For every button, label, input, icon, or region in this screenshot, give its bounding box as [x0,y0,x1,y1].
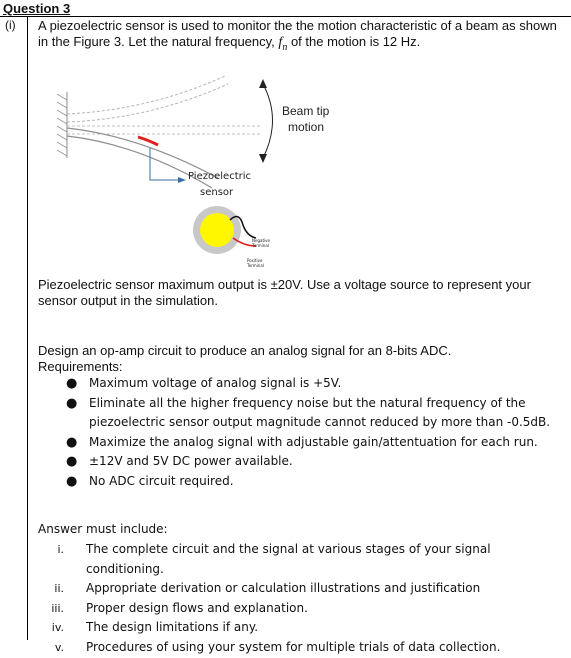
answer-item: ii. Appropriate derivation or calculation illustrations and justification [54,581,481,596]
natural-frequency-symbol: $f_n$ [278,35,288,53]
intro-text-2: of the motion is 12 Hz. [290,34,421,49]
negative-terminal-label-1: Negative [252,238,270,243]
requirement-item: ● Maximum voltage of analog signal is +5V. [66,374,566,394]
answer-item: iv. The design limitations if any. [51,620,259,635]
arrow-down-head [259,154,267,163]
answer-item: i. The complete circuit and the signal at various stages of your signal conditioning. [57,542,491,576]
sensor-callout-arrow [178,177,186,183]
intro-text-1: A piezoelectric sensor is used to monitor the the motion characteristic of a beam as shown in the Figure 3. Let the natural frequency, [38,18,557,49]
bullet-icon: ● [66,395,78,411]
requirement-item: ● ±12V and 5V DC power available. [66,452,566,472]
requirements-label: Requirements: [38,359,123,374]
beam-tip-motion-arc [263,84,273,158]
positive-terminal-label-1: Positive [247,258,263,263]
requirements-list [66,374,566,491]
piezo-disc-inner [200,213,234,247]
sensor-label-2: sensor [200,187,234,198]
requirement-item: ● No ADC circuit required. [66,472,566,492]
answer-heading: Answer must include: [38,522,168,536]
question-heading: Question 3 [3,1,71,16]
arrow-up-head [259,79,267,88]
beam-figure [30,70,390,275]
requirement-item: ● Maximize the analog signal with adjustable gain/attentuation for each run. [66,433,566,453]
bullet-icon: ● [66,473,78,489]
answer-item: v. Procedures of using your system for multiple trials of data collection. [54,639,501,654]
beam-upper-position [67,76,228,122]
beam-tip-label-1: Beam tip [282,104,330,118]
intro-paragraph [38,18,570,56]
negative-terminal-label-2: Terminal [252,243,269,248]
column-divider [27,16,28,640]
answer-item: iii. Proper design flows and explanation. [51,600,308,615]
bullet-icon: ● [66,454,78,469]
beam-tip-label-2: motion [288,120,325,134]
question-number: (i) [5,18,16,32]
sensor-output-paragraph: Piezoelectric sensor maximum output is ±20V. Use a voltage source to represent your sensor output in the simulation. [38,277,531,308]
bullet-icon: ● [66,376,78,391]
bullet-icon: ● [66,434,78,450]
design-paragraph [38,343,570,375]
top-rule [0,16,571,17]
positive-terminal-label-2: Terminal [247,263,264,268]
sensor-label-1: Piezoelectric [188,171,251,182]
requirement-item: ● Eliminate all the higher frequency noise but the natural frequency of the piezoelectric sensor output magnitude cannot reduced by more than -0.5dB. [66,395,551,429]
wall-hatching [57,92,67,158]
design-text: Design an op-amp circuit to produce an analog signal for an 8-bits ADC. [38,343,452,358]
